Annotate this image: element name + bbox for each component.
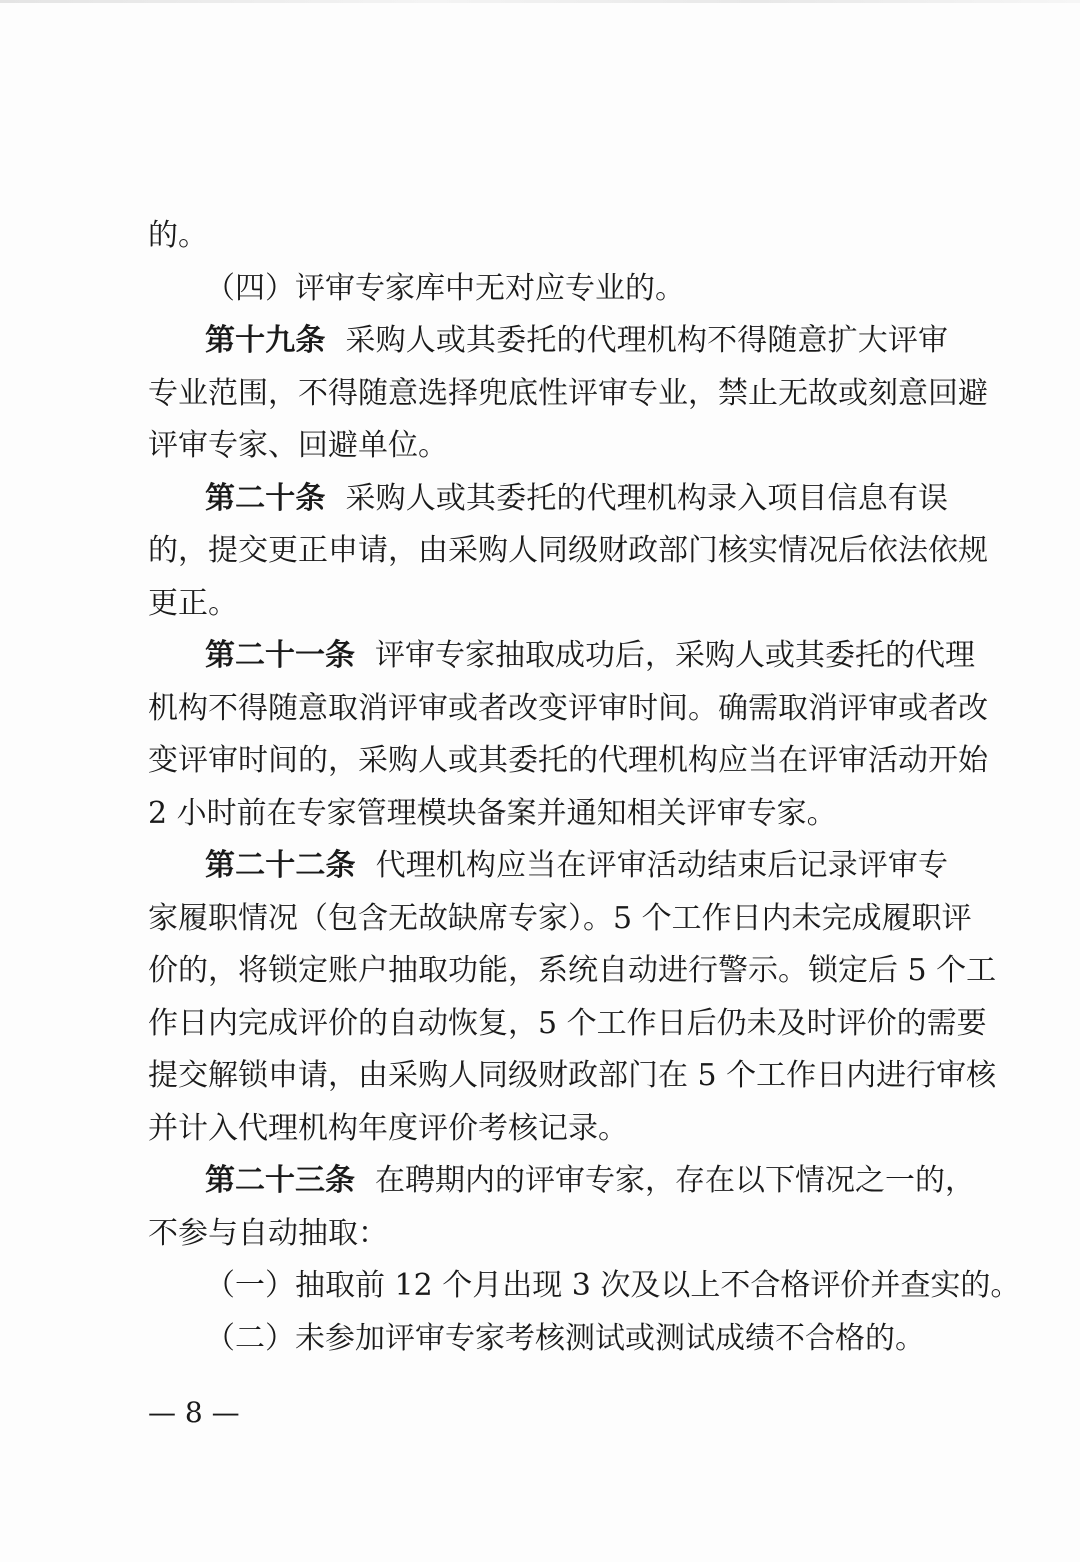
body-line bbox=[148, 998, 987, 1051]
line-text: 不参与自动抽取： bbox=[148, 1215, 388, 1251]
body-line bbox=[148, 945, 997, 998]
line-text: 采购人或其委托的代理机构不得随意扩大评审 bbox=[345, 323, 949, 358]
body-line bbox=[148, 263, 948, 316]
line-text: 的，提交更正申请，由采购人同级财政部门核实情况后依法依规 bbox=[148, 533, 988, 568]
line-text: 提交解锁申请，由采购人同级财政部门在 5 个工作日内进行审核 bbox=[148, 1058, 997, 1093]
line-text: 家履职情况（包含无故缺席专家）。5 个工作日内未完成履职评 bbox=[148, 900, 972, 936]
page-number: — 8 — bbox=[148, 1396, 240, 1429]
body-line bbox=[148, 420, 948, 473]
line-text: （一）抽取前 12 个月出现 3 次及以上不合格评价并查实的。 bbox=[205, 1268, 1021, 1303]
line-text: 代理机构应当在评审活动结束后记录评审专 bbox=[375, 848, 949, 883]
line-text: 更正。 bbox=[148, 585, 238, 621]
article-heading-line bbox=[148, 840, 948, 893]
body-line bbox=[148, 578, 948, 631]
line-text: 2 小时前在专家管理模块备案并通知相关评审专家。 bbox=[148, 795, 837, 831]
article-heading-line bbox=[148, 473, 948, 526]
line-text: 作日内完成评价的自动恢复，5 个工作日后仍未及时评价的需要 bbox=[148, 1005, 987, 1041]
line-text: 评审专家、回避单位。 bbox=[148, 428, 448, 463]
line-text: 机构不得随意取消评审或者改变评审时间。确需取消评审或者改 bbox=[148, 690, 988, 726]
article-heading-line bbox=[148, 630, 975, 683]
body-line bbox=[148, 683, 988, 736]
article-number: 第二十二条 bbox=[205, 848, 356, 883]
body-line bbox=[148, 1313, 948, 1366]
article-number: 第十九条 bbox=[205, 323, 326, 358]
body-line bbox=[148, 1103, 948, 1156]
line-text: 采购人或其委托的代理机构录入项目信息有误 bbox=[345, 480, 949, 516]
line-text: 的。 bbox=[148, 218, 208, 253]
article-number: 第二十一条 bbox=[205, 638, 355, 673]
body-line bbox=[148, 1208, 948, 1261]
body-line bbox=[148, 1260, 1021, 1313]
article-heading-line bbox=[148, 315, 948, 368]
body-line bbox=[148, 210, 948, 263]
body-line bbox=[148, 368, 988, 421]
line-text: 专业范围，不得随意选择兜底性评审专业，禁止无故或刻意回避 bbox=[148, 375, 988, 411]
scan-edge-divider bbox=[0, 0, 1080, 3]
body-line bbox=[148, 1050, 997, 1103]
article-heading-line bbox=[148, 1155, 975, 1208]
line-text: 评审专家抽取成功后，采购人或其委托的代理 bbox=[375, 638, 975, 673]
body-line bbox=[148, 893, 972, 946]
line-text: 价的，将锁定账户抽取功能，系统自动进行警示。锁定后 5 个工 bbox=[148, 953, 997, 988]
line-text: 并计入代理机构年度评价考核记录。 bbox=[148, 1110, 628, 1146]
document-body bbox=[148, 210, 1021, 1365]
body-line bbox=[148, 735, 988, 788]
line-text: （四）评审专家库中无对应专业的。 bbox=[205, 270, 685, 306]
line-text: 变评审时间的，采购人或其委托的代理机构应当在评审活动开始 bbox=[148, 743, 988, 778]
line-text: 在聘期内的评审专家，存在以下情况之一的， bbox=[375, 1163, 975, 1198]
body-line bbox=[148, 525, 988, 578]
body-line bbox=[148, 788, 948, 841]
line-text: （二）未参加评审专家考核测试或测试成绩不合格的。 bbox=[205, 1320, 925, 1356]
article-number: 第二十条 bbox=[205, 480, 326, 516]
article-number: 第二十三条 bbox=[205, 1163, 355, 1198]
